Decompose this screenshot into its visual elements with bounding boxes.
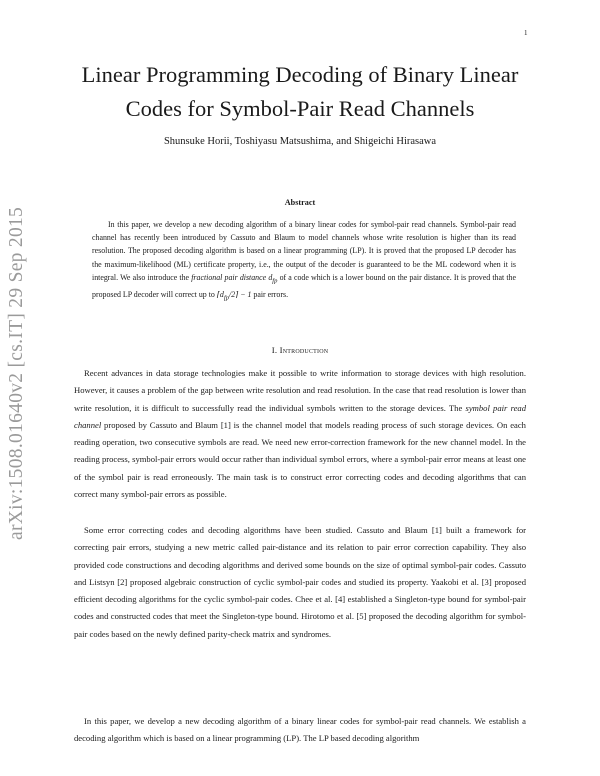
math-symbol: d — [268, 272, 273, 282]
emphasized-term: symbol pair read channel — [74, 402, 526, 430]
section-title: Introduction — [279, 345, 329, 355]
math-subscript: fp — [272, 277, 278, 285]
abstract-heading: Abstract — [284, 198, 316, 207]
paragraph-text-part: proposed by Cassuto and Blaum [1] is the channel model that models reading process of such storage devices. On each reading operation, two consecutive symbols are read. We need new error-correction framework for the new channel model. In the reading process, symbol-pair errors would occur rather than individual symbol errors, where a symbol-pair error means at least one of the symbol pair is read erroneously. The main task is to construct error correcting codes and decoding algorithms that can correct many symbol-pair errors as possible. — [74, 419, 526, 499]
paper-title: Linear Programming Decoding of Binary Linear Codes for Symbol-Pair Read Channels — [81, 62, 519, 121]
author-list: Shunsuke Horii, Toshiyasu Matsushima, and Shigeichi Hirasawa — [163, 136, 437, 147]
abstract-text-part: In this paper, we develop a new decoding algorithm of a binary linear codes for symbol-pair read channels. Symbol-pair read channel has recently been introduced by Cassuto and Blaum to model channels whose write resolution is higher than its read resolution. The proposed decoding algorithm is based on a linear programming (LP). It is proved that the proposed LP decoder has the maximum-likelihood (ML) certificate property, i.e., the output of the decoder is guaranteed to be the ML codeword when it is integral. We also introduce the — [92, 220, 516, 282]
paragraph-text-part: Recent advances in data storage technologies make it possible to write information to storage devices with high resolution. However, it causes a problem of the gap between write resolution and read resolution. In the case that read resolution is lower than write resolution, it is difficult to successfully read the individual symbols written to the storage devices. The — [74, 368, 526, 413]
body-paragraph — [74, 365, 526, 503]
section-numeral: I. — [271, 345, 278, 355]
arxiv-identifier-stamp: arXiv:1508.01640v2 [cs.IT] 29 Sep 2015 — [6, 206, 27, 540]
abstract-emphasized-term: fractional pair distance — [191, 272, 267, 282]
page-number: 1 — [524, 29, 528, 37]
section-heading — [60, 345, 540, 355]
body-paragraph: In this paper, we develop a new decoding algorithm of a binary linear codes for symbol-pair read channels. We establish a decoding algorithm which is based on a linear programming (LP). The LP based decoding algorithm — [74, 716, 526, 744]
math-bound-expression-tail: /2⌉ − 1 — [229, 289, 252, 299]
abstract-text-part: of a code which is a lower bound on the pair distance. It is proved that the proposed LP decoder will correct up to — [92, 272, 516, 299]
math-bound-expression: ⌈d — [216, 289, 224, 299]
math-subscript: fp — [223, 294, 229, 302]
abstract-text-part: pair errors. — [253, 289, 289, 299]
body-paragraph: Some error correcting codes and decoding algorithms have been studied. Cassuto and Blaum [1] built a framework for correcting pair errors, studying a new metric called pair-distance and its relation to pair error correction capability. They also provided code constructions and decoding algorithms and derived some bounds on the size of optimal symbol-pair codes. Cassuto and Listsyn [2] proposed algebraic construction of cyclic symbol-pair codes and studied its property. Yaakobi et al. [3] proposed efficient decoding algorithms for the cyclic symbol-pair codes. Chee et al. [4] established a Singleton-type bound for symbol-pair codes and constructed codes that meet the Singleton-type bound. Hirotomo et al. [5] proposed the decoding algorithm for symbol-pair codes based on the newly defined parity-check matrix and syndromes. — [74, 525, 526, 639]
abstract-body — [92, 218, 516, 304]
